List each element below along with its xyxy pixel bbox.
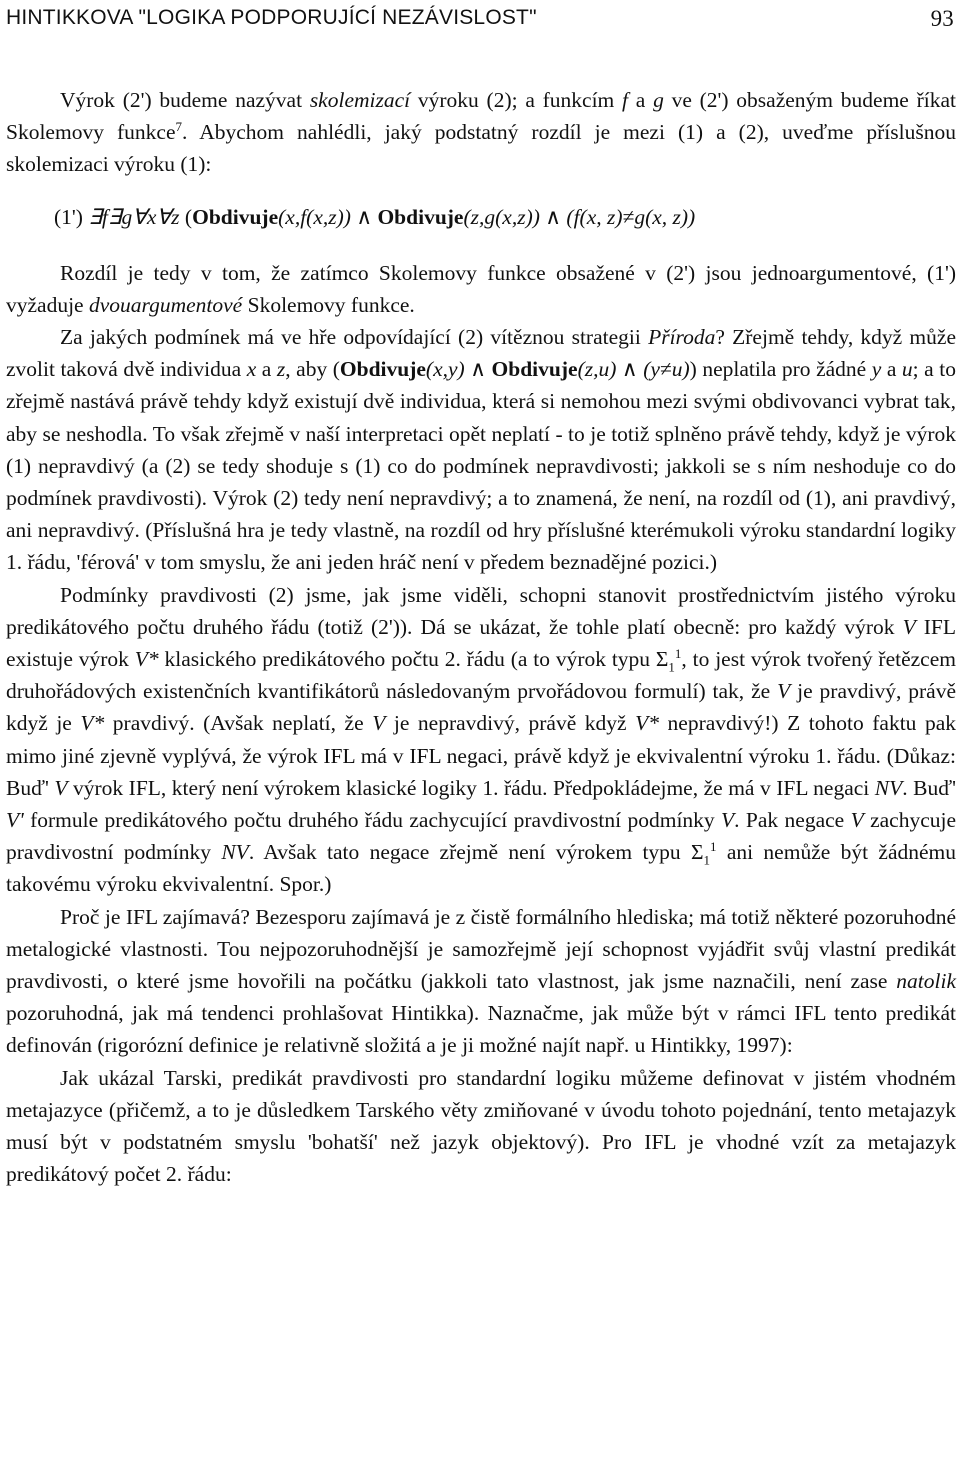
formula-quantifiers: ∃f∃g∀x∀z — [88, 204, 180, 229]
inequality-term: (f(x, z)≠g(x, z)) — [566, 204, 696, 229]
var-V-star: V* — [635, 711, 660, 736]
superscript: 1 — [674, 645, 682, 661]
var-y: y — [871, 357, 882, 382]
term-priroda: Příroda — [648, 325, 716, 350]
text-run: , aby ( — [285, 357, 340, 382]
and-symbol: ∧ — [539, 204, 567, 229]
predicate-args: (x,f(x,z)) — [278, 204, 351, 229]
predicate-args: (z,g(x,z)) — [463, 204, 540, 229]
text-run: a — [881, 357, 902, 382]
predicate-obdivuje: Obdivuje — [192, 204, 279, 229]
var-NV: NV — [874, 775, 903, 800]
subscript: 1 — [703, 852, 711, 868]
text-run: ; a to zřejmě nastává právě tehdy když existují dvě individua, která si nemohou mezi svými obdivovanci vybrat tak, aby se neshodla. To však zřejmě v naší interpretaci opět neplatí - to je totiž splněno právě tehdy, když je výrok (1) nepravdivý (a (2) se tedy shoduje s (1) co do podmínek nepravdivosti; jakkoli se s ním neshoduje co do podmínek pravdivosti). Výrok (2) tedy není nepravdivý; a to znamená, že není, na rozdíl od (1), ani pravdivý, ani nepravdivý. (Příslušná hra je tedy vlastně, na rozdíl od hry příslušné kterémukoli výroku standardní logiky 1. řádu, 'férová' v tom smyslu, že ani jeden hráč není v předem beznadějné pozici.) — [6, 357, 956, 575]
text-run: Podmínky pravdivosti (2) jsme, jak jsme viděli, schopni stanovit prostřednictvím jistého výroku predikátového počtu druhého řádu (totiž (2')). Dá se ukázat, že tohle platí obecně: pro každý výrok — [6, 582, 956, 639]
paragraph-tarski — [6, 1062, 956, 1191]
text-run: ? Zřejmě tehdy, když může zvolit taková dvě individua — [6, 325, 956, 382]
text-run: . Abychom nahlédli, jaký podstatný rozdíl je mezi (1) a (2), uveďme příslušnou skolemizaci výroku (1): — [6, 120, 956, 177]
and-symbol: ∧ — [350, 204, 378, 229]
text-run: . Avšak tato negace zřejmě není výrokem typu Σ — [248, 840, 704, 865]
text-run: je pravdivý, právě když je — [6, 679, 957, 736]
term-natolik: natolik — [896, 969, 956, 994]
paragraph-difference — [6, 257, 956, 321]
text-run: . Pak negace — [734, 808, 851, 833]
paragraph-truth-conditions — [6, 579, 956, 901]
body-text — [6, 84, 956, 1191]
text-run: výroku (2); a funkcím — [410, 88, 623, 112]
formula-1-prime — [6, 201, 956, 233]
text-run: Proč je IFL zajímavá? Bezesporu zajímavá je z čistě formálního hlediska; má totiž některé pozoruhodné metalogické vlastnosti. Tou nejpozoruhodnější je samozřejmě její schopnost vyjádřit svůj vlastní predikát pravdivosti, o které jsme hovořili na počátku (jakkoli tato vlastnost, jak jsme naznačili, není zase — [6, 904, 956, 994]
text-run: . Buď' — [902, 775, 956, 800]
text-run: ) neplatila pro žádné — [689, 357, 872, 382]
text-run: Jak ukázal Tarski, predikát pravdivosti pro standardní logiku můžeme definovat v jistém vhodném metajazyce (přičemž, a to je důsledkem Tarského věty zmiňované v úvodu tohoto pojednání, tento metajazyk musí být v podstatném smyslu 'bohatší' než jazyk objektový). Pro IFL je vhodné vzít za metajazyk predikátový počet 2. řádu: — [6, 1065, 956, 1187]
subscript: 1 — [668, 659, 675, 675]
var-V: V — [372, 711, 386, 736]
formula-label: (1') — [54, 204, 89, 229]
var-NV: NV — [221, 840, 249, 865]
running-title: HINTIKKOVA "LOGIKA PODPORUJÍCÍ NEZÁVISLOST" — [6, 6, 537, 29]
text-run: zachycuje pravdivostní podmínky — [6, 808, 957, 865]
text-run: a — [256, 357, 277, 382]
predicate-args: (x,y) — [425, 357, 465, 382]
var-x: x — [246, 357, 257, 382]
text-run: výrok IFL, který není výrokem klasické logiky 1. řádu. Předpokládejme, že má v IFL negaci — [67, 775, 875, 800]
text-run: pravdivý. (Avšak neplatí, že — [104, 711, 373, 736]
predicate-obdivuje: Obdivuje — [339, 357, 426, 382]
text-run: Skolemovy funkce. — [242, 292, 415, 317]
text-run: Za jakých podmínek má ve hře odpovídající (2) vítěznou strategii — [60, 325, 649, 350]
text-run: Rozdíl je tedy v tom, že zatímco Skolemovy funkce obsažené v (2') jsou jednoargumentové, (1') vyžaduje — [6, 260, 956, 317]
var-V: V — [721, 808, 735, 833]
text-run: a — [628, 88, 654, 112]
text-run: , to jest výrok tvořený řetězcem druhořádových existenčních kvantifikátorů následovaným prvořádovou formulí) tak, že — [6, 647, 956, 704]
text-run: Výrok (2') budeme nazývat — [60, 88, 310, 112]
text-run: ve (2') obsaženým budeme říkat Skolemovy funkce — [6, 88, 956, 145]
predicate-obdivuje: Obdivuje — [491, 357, 578, 382]
predicate-obdivuje: Obdivuje — [377, 204, 464, 229]
text-run: je nepravdivý, právě když — [385, 711, 636, 736]
var-V: V — [777, 679, 791, 704]
var-V: V — [902, 614, 916, 639]
var-V-star: V* — [80, 711, 105, 736]
term-dvouargumentove: dvouargumentové — [88, 292, 243, 317]
and-symbol: ∧ — [464, 357, 492, 382]
text-run: ani nemůže být žádnému takovému výroku ekvivalentní. Spor.) — [6, 840, 956, 897]
running-header — [6, 6, 954, 34]
text-run: klasického predikátového počtu 2. řádu (a to výrok typu Σ — [158, 647, 669, 672]
and-symbol: ∧ — [616, 357, 644, 382]
var-V-prime: V' — [6, 808, 24, 833]
var-f: f — [622, 88, 629, 112]
paragraph-winning-strategy — [6, 321, 956, 579]
var-g: g — [653, 88, 664, 112]
var-z: z — [276, 357, 286, 382]
inequality-term: (y≠u) — [643, 357, 690, 382]
paragraph-skolemization — [6, 84, 956, 181]
var-u: u — [901, 357, 913, 382]
var-V-star: V* — [134, 647, 159, 672]
text-run: IFL existuje výrok — [6, 614, 957, 672]
text-run: nepravdivý!) Z tohoto faktu pak mimo jiné zjevně vyplývá, že výrok IFL má v IFL negaci, právě když je ekvivalentní výroku 1. řádu. (Důkaz: Buď' — [6, 711, 956, 800]
paragraph-why-ifl — [6, 901, 956, 1062]
predicate-args: (z,u) — [577, 357, 617, 382]
text-run: formule predikátového počtu druhého řádu zachycující pravdivostní podmínky — [23, 808, 722, 833]
var-V: V — [54, 775, 68, 800]
text-run: ( — [179, 204, 193, 229]
text-run: pozoruhodná, jak má tendenci prohlašovat Hintikka). Naznačme, jak může být v rámci IFL tento predikát definován (rigorózní definice je relativně složitá a je ji možné najít např. u Hintikky, 1997): — [6, 1001, 956, 1058]
var-V: V — [850, 808, 864, 833]
superscript: 1 — [710, 839, 717, 855]
page-number: 93 — [930, 6, 954, 31]
term-skolemizaci: skolemizací — [309, 88, 411, 112]
footnote-marker: 7 — [175, 119, 182, 135]
